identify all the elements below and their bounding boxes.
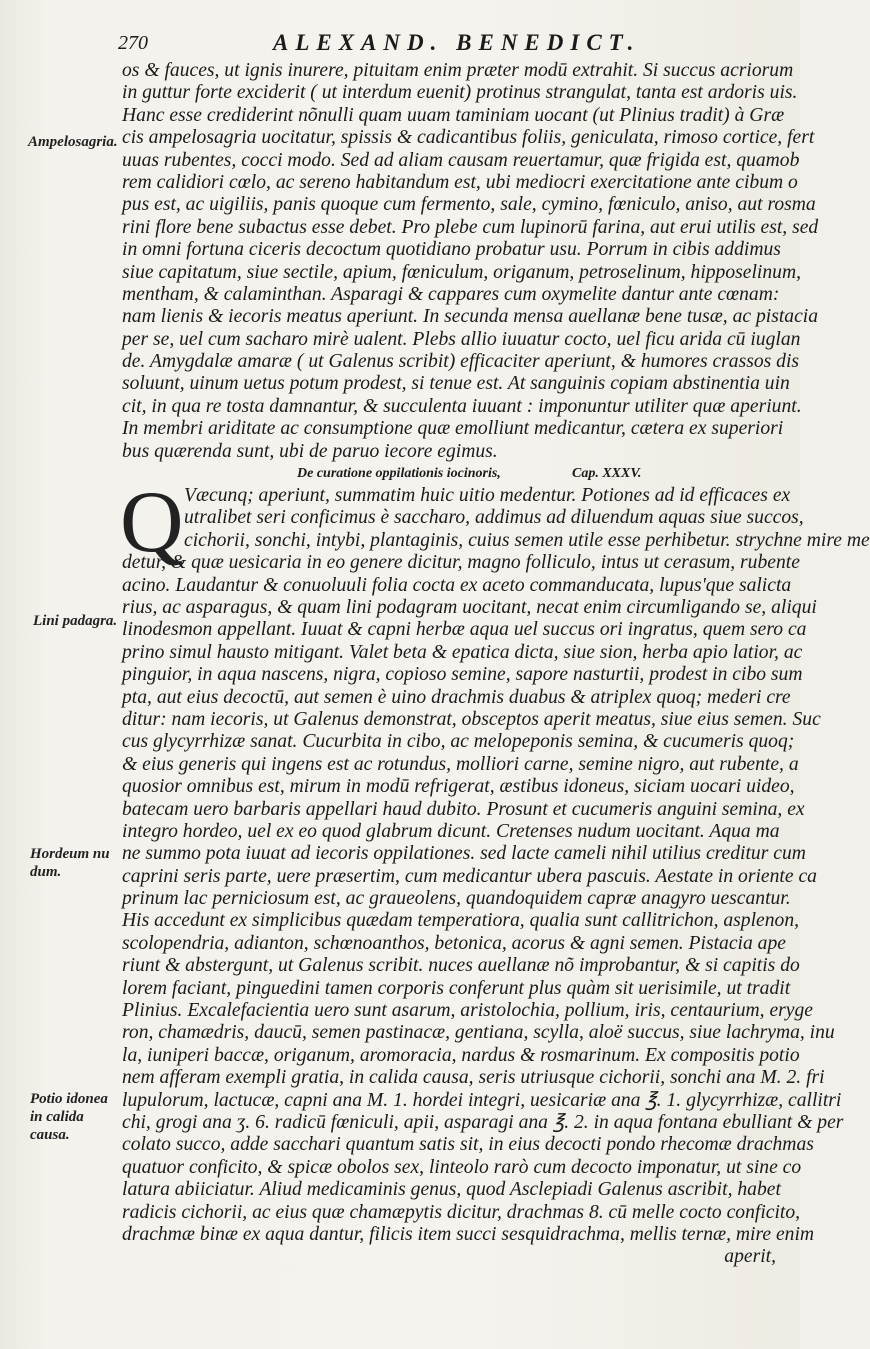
text-line: ditur: nam iecoris, ut Galenus demonstrat, obsceptos aperit meatus, siue eius semen. Suc [122, 708, 821, 730]
text-line: lorem faciant, pinguedini tamen corporis conferunt plus quàm sit uerisimile, ut tradit [122, 977, 791, 999]
text-line: riunt & abstergunt, ut Galenus scribit. nuces auellanæ nõ improbantur, & si capitis do [122, 955, 800, 977]
text-line: quatuor conficito, & spicæ obolos sex, linteolo rarò cum decocto imponatur, ut sine co [122, 1156, 802, 1178]
text-line: ne summo pota iuuat ad iecoris oppilationes. sed lacte cameli nihil utilius creditur cum [122, 843, 806, 865]
text-line: de. Amygdalæ amaræ ( ut Galenus scribit) efficaciter aperiunt, & humores crassos dis [122, 351, 800, 373]
text-line: cis ampelosagria uocitatur, spissis & cadicantibus foliis, geniculata, rimoso cortice, fert [122, 127, 815, 149]
margin-note-ampelosagria: Ampelosagria. [28, 134, 118, 150]
chapter-number: Cap. XXXV. [572, 466, 642, 482]
main-text-block [120, 60, 870, 1269]
catchword: aperit, [724, 1246, 776, 1268]
text-line: pus est, ac uigiliis, panis quoque cum fermento, sale, cymino, fœniculo, aniso, aut rosma [122, 194, 816, 216]
text-line: caprini seris parte, uere præsertim, cum medicantur ubera pascuis. Aestate in oriente ca [122, 865, 817, 887]
text-line: pinguior, in aqua nascens, nigra, copioso semine, sapore nasturtii, prodest in cibo sum [122, 664, 803, 686]
margin-note-potio: Potio idonea in calida causa. [30, 1091, 108, 1143]
drop-cap: Q [120, 474, 184, 572]
text-line: acino. Laudantur & conuoluuli folia cocta ex aceto commanducata, lupus'que salicta [122, 574, 792, 596]
text-line: Hanc esse crediderint nõnulli quam uuam taminiam uocant (ut Plinius tradit) à Græ [122, 104, 785, 126]
text-line: rius, ac asparagus, & quam lini podagram uocitant, necat enim circumligando se, aliqui [122, 596, 817, 618]
text-line: cit, in qua re tosta damnantur, & succulenta iuuant : imponuntur utiliter quæ aperiunt. [122, 395, 802, 417]
text-line: in guttur forte exciderit ( ut interdum euenit) protinus strangulat, tanta est ardoris uis. [122, 82, 798, 104]
text-line: prinum lac perniciosum est, ac graueolens, quandoquidem capræ anagyro uescantur. [122, 888, 791, 910]
text-before-chapter [122, 60, 819, 463]
text-line: per se, uel cum sacharo mirè ualent. Plebs allio iuuatur cocto, uel ficu arida cū iuglan [122, 328, 801, 350]
text-line: detur, & quæ uesicaria in eo genere dicitur, magno folliculo, intus ut cerasum, rubente [122, 552, 800, 574]
chapter-title: De curatione oppilationis iocinoris, [297, 466, 501, 482]
text-line: & eius generis qui ingens est ac rotundus, molliori carne, semine nigro, aut rubente, a [122, 753, 799, 775]
chapter-heading [122, 463, 782, 485]
text-line: scolopendria, adianton, schœnoanthos, betonica, acorus & agni semen. Pistacia ape [122, 932, 786, 954]
page-header [118, 30, 778, 58]
text-line: mentham, & calaminthan. Asparagi & cappares cum oxymelite dantur ante cœnam: [122, 283, 780, 305]
margin-note-hordeum: Hordeum nu dum. [30, 846, 110, 880]
text-line: os & fauces, ut ignis inurere, pituitam enim præter modū extrahit. Si succus acriorum [122, 60, 794, 81]
text-line: rem calidiori cœlo, ac sereno habitandum est, ubi mediocri exercitatione ante cibum o [122, 171, 798, 193]
text-line: ron, chamædris, daucū, semen pastinacæ, gentiana, scylla, aloë succus, siue lachryma, inu [122, 1022, 835, 1044]
text-line: latura abiiciatur. Aliud medicaminis genus, quod Asclepiadi Galenus ascribit, habet [122, 1179, 781, 1201]
text-after-chapter-opening [122, 552, 844, 1246]
text-line: drachmæ binæ ex aqua dantur, filicis item succi sesquidrachma, mellis ternæ, mire enim [122, 1223, 815, 1245]
text-line: Væcunq; aperiunt, summatim huic uitio medentur. Potiones ad id efficaces ex [184, 485, 791, 507]
text-line: radicis cichorii, ac eius quæ chamæpytis dicitur, drachmas 8. cū melle cocto conficito, [122, 1201, 801, 1223]
text-line: la, iuniperi baccæ, origanum, aromoracia, nardus & rosmarinum. Ex compositis potio [122, 1044, 800, 1066]
text-line: utralibet seri conficimus è saccharo, addimus ad diluendum aquas siue succos, [184, 507, 804, 529]
text-line: in omni fortuna ciceris decoctum quotidiano probatur usu. Porrum in cibis addimus [122, 239, 781, 261]
text-line: lupulorum, lactucæ, capni ana M. 1. hordei integri, uesicariæ ana ℥. 1. glycyrrhizæ, callitri [122, 1089, 842, 1111]
text-line: His accedunt ex simplicibus quædam temperatiora, qualia sunt callitrichon, asplenon, [122, 910, 800, 932]
margin-note-lini-padagra: Lini padagra. [33, 613, 118, 629]
text-line: cus glycyrrhizæ sanat. Cucurbita in cibo, ac melopeponis semina, & cucumeris quoq; [122, 731, 795, 753]
text-line: chi, grogi ana ʒ. 6. radicū fœniculi, apii, asparagi ana ℥. 2. in aqua fontana ebulliant & per [122, 1111, 844, 1133]
text-line: pta, aut eius decoctū, aut semen è uino drachmis duabus & atriplex quoq; mederi cre [122, 686, 791, 708]
text-line: colato succo, adde sacchari quantum satis sit, in eius decocti pondo rhecomæ drachmas [122, 1134, 814, 1156]
text-line: nem afferam exempli gratia, in calida causa, seris utriusque cichorii, sonchi ana M. 2. fri [122, 1067, 825, 1089]
text-line: prino simul hausto mitigant. Valet beta & epatica dicta, siue sion, herba apio latior, ac [122, 641, 803, 663]
text-line: siue capitatum, siue sectile, apium, fœniculum, origanum, petroselinum, hipposelinum, [122, 261, 802, 283]
text-line: soluunt, uinum uetus potum prodest, si tenue est. At sanguinis copiam abstinentia uin [122, 373, 790, 395]
text-line: In membri ariditate ac consumptione quæ emolliunt medicantur, cætera ex superiori [122, 418, 784, 440]
text-line: nam lienis & iecoris meatus aperiunt. In secunda mensa auellanæ bene tusæ, ac pistacia [122, 306, 819, 328]
text-line: cichorii, sonchi, intybi, plantaginis, cuius semen utile esse perhibetur. strychne mire me [184, 529, 870, 551]
text-line: batecam uero barbaris appellari haud dubito. Prosunt et cucumeris anguini semina, ex [122, 798, 805, 820]
text-line: quosior omnibus est, mirum in modū refrigerat, æstibus idoneus, siciam uocari uideo, [122, 776, 795, 798]
text-line: Plinius. Excalefacientia uero sunt asarum, aristolochia, pollium, iris, centaurium, eryge [122, 1000, 813, 1022]
text-line: integro hordeo, uel ex eo quod glabrum dicunt. Cretenses nudum uocitant. Aqua ma [122, 820, 780, 842]
drop-cap-lines [122, 485, 870, 552]
page-number: 270 [118, 32, 148, 54]
running-head: ALEXAND. BENEDICT. [273, 30, 641, 55]
text-line: uuas rubentes, cocci modo. Sed ad aliam causam reuertamur, quæ frigida est, quamob [122, 149, 800, 171]
text-line: linodesmon appellant. Iuuat & capni herbæ aqua uel succus ori ingratus, quem sero ca [122, 619, 807, 641]
text-line: rini flore bene subactus esse debet. Pro plebe cum lupinorū farina, aut erui utilis est, sed [122, 216, 819, 238]
text-line: bus quærenda sunt, ubi de paruo iecore egimus. [122, 440, 498, 462]
